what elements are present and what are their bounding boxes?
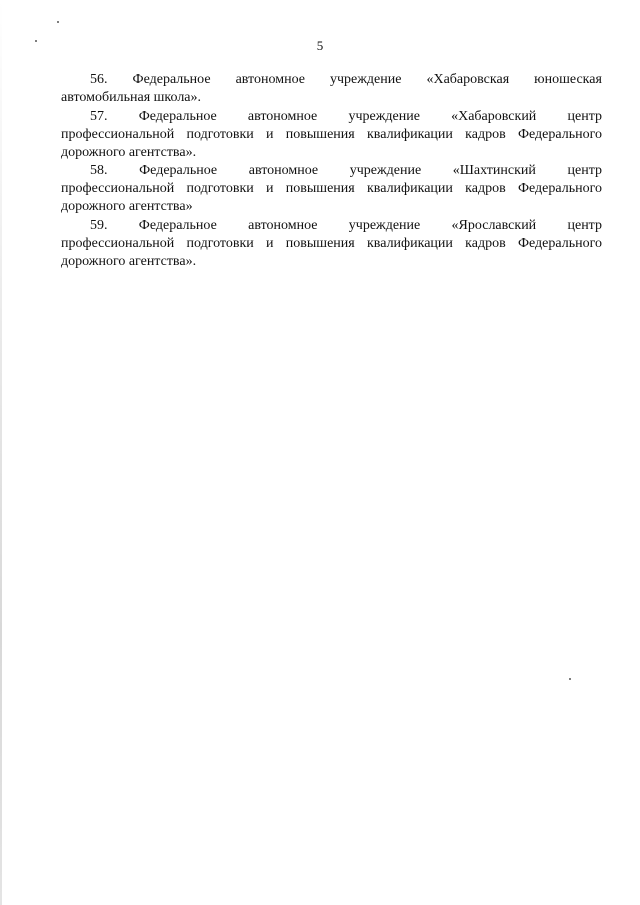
word: «Хабаровский [451,108,537,124]
word: Федерального [517,235,602,251]
word: «Хабаровская [426,72,510,87]
word: кадров [465,181,506,196]
page-number: 5 [316,38,324,53]
text-line [61,89,602,107]
word: Федерального [517,181,602,196]
word: и [266,235,274,251]
text-line [61,71,602,89]
word: повышения [285,126,355,142]
word: профессиональной [61,126,175,142]
word: центр [567,108,602,124]
text-line [61,126,602,144]
text-line [61,198,602,216]
word: подготовки [186,126,254,142]
text-line [61,108,602,126]
word: Федеральное [139,163,218,178]
word: квалификации [367,181,453,196]
word: квалификации [367,235,453,251]
word: профессиональной [61,181,175,196]
word: дорожного агентства» [61,199,193,214]
list-item [61,162,602,216]
word: автономное [248,217,318,233]
word: автомобильная школа». [61,90,202,105]
word: учреждение [348,108,420,124]
text-line [61,162,602,180]
word: «Шахтинский [452,163,536,178]
item-number: 58. [90,163,108,178]
scan-speck [569,678,571,680]
text-line [61,180,602,198]
list-item [61,108,602,162]
item-number: 59. [90,217,108,233]
word: и [266,126,274,142]
word: центр [567,163,602,178]
text-line [61,144,602,162]
list-item [61,71,602,107]
text-line [61,253,602,271]
word: центр [567,217,602,233]
word: учреждение [329,72,402,87]
text-line [61,235,602,253]
word: и [266,181,274,196]
word: Федерального [517,126,602,142]
word: автономное [248,163,319,178]
text-line [61,217,602,235]
list-item [61,217,602,271]
word: «Ярославский [451,217,537,233]
word: повышения [285,181,355,196]
word: Федеральное [138,217,217,233]
word: кадров [465,126,506,142]
word: профессиональной [61,235,175,251]
word: юношеская [534,72,602,87]
word: Федеральное [138,108,217,124]
word: дорожного агентства». [61,253,197,269]
word: квалификации [367,126,453,142]
word: Федеральное [132,72,211,87]
item-number: 56. [90,72,108,87]
word: учреждение [348,217,421,233]
scan-speck [57,21,59,23]
scan-edge-shadow [0,0,2,905]
word: учреждение [349,163,422,178]
word: кадров [465,235,506,251]
word: повышения [285,235,355,251]
word: автономное [235,72,305,87]
word: подготовки [186,235,254,251]
word: подготовки [186,181,254,196]
word: автономное [247,108,318,124]
enumerated-list [61,71,602,271]
item-number: 57. [90,108,108,124]
word: дорожного агентства». [61,144,197,160]
